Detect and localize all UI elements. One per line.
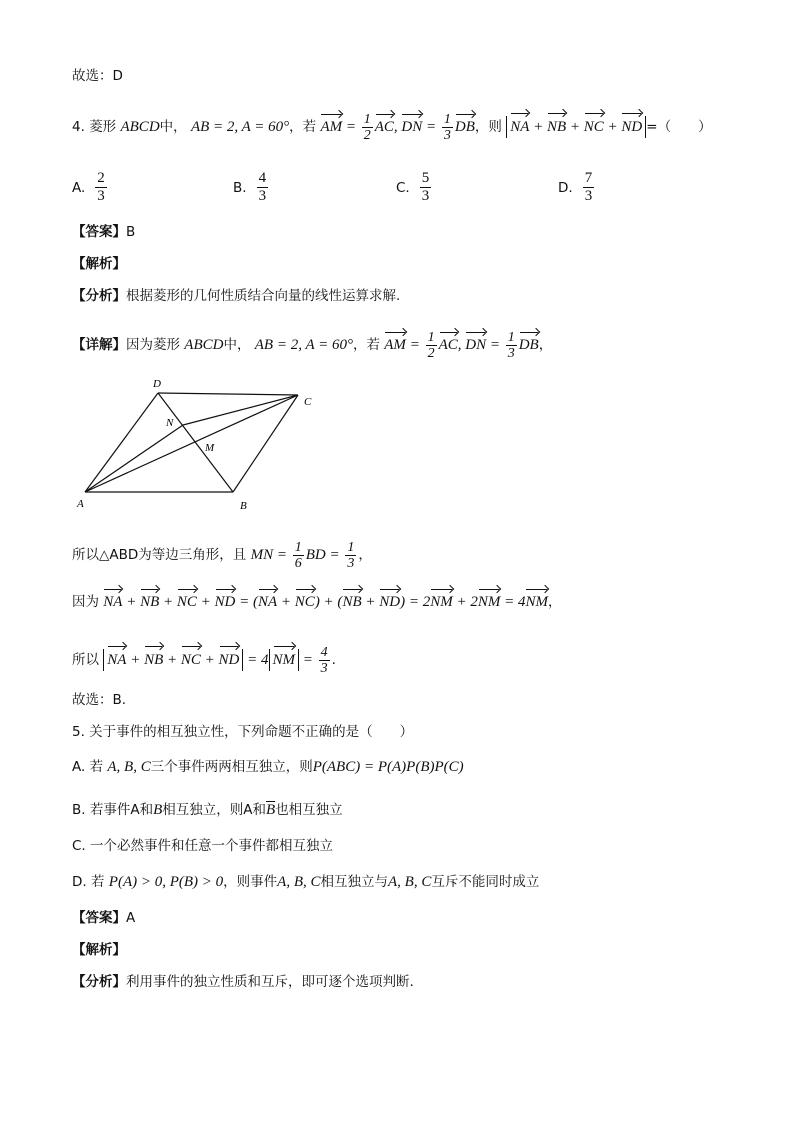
q4-option-c[interactable] (396, 170, 433, 205)
q4-option-d[interactable] (558, 170, 596, 205)
q5-fenxi (72, 972, 414, 992)
q4-answer (72, 222, 135, 242)
q5-option-a[interactable] (72, 757, 464, 777)
q4-triangle-line: 所以△ABD为等边三角形，且 MN = $\frac{1}{6}$ BD = $\frac{1}{3}$ ， (72, 540, 372, 571)
detail-text: 因为菱形 (126, 336, 180, 353)
detail-mid: 中， (223, 336, 251, 353)
q5-opt-d-cond: P(A) > 0, P(B) > 0 (108, 874, 224, 890)
q4-stem-prefix: 菱形 (89, 118, 117, 135)
fenxi-tag: 【分析】 (72, 974, 126, 990)
fenxi-text: 利用事件的独立性质和互斥，即可逐个选项判断. (126, 974, 414, 990)
q5-opt-d-events-2: A, B, C (388, 874, 432, 890)
q5-answer (72, 908, 135, 928)
edge-dc (158, 393, 298, 395)
option-label: D. (558, 179, 573, 196)
q4-paren: =（ ） (646, 118, 712, 135)
q5-opt-a-mid: 三个事件两两相互独立，则 (150, 759, 313, 775)
q5-opt-d-mid: ，则事件 (223, 874, 278, 890)
option-label: C. (396, 179, 410, 196)
q5-option-d[interactable] (72, 872, 539, 892)
answer-tag: 【答案】 (72, 910, 126, 926)
q4-vector-sum-abs: NA + NB + NC + ND (506, 116, 646, 138)
triangle-text: 所以△ABD为等边三角形，且 (72, 546, 247, 563)
q5-opt-a-label: A. 若 (72, 759, 104, 775)
magnitude-result: NA + NB + NC + ND = 4 NM = $\frac{4}{3}$ (103, 652, 331, 668)
q4-detail: 【详解】因为菱形 ABCD中， AB = 2, A = 60°，若 AM = $\frac{1}{2}$ AC, DN = $\frac{1}{3}$ DB， (72, 330, 553, 361)
label-c: C (304, 396, 312, 408)
q4-cond-word: ，若 (289, 118, 317, 135)
label-a: A (77, 498, 84, 510)
q5-opt-b-event: B (153, 802, 163, 818)
fenxi-text: 根据菱形的几何性质结合向量的线性运算求解. (126, 288, 401, 304)
q4-final: 故选：B. (72, 692, 127, 708)
detail-shape: ABCD (184, 336, 224, 353)
q4-fenxi (72, 286, 400, 306)
q5-opt-b-end: 也相互独立 (275, 802, 343, 818)
rhombus-figure (70, 375, 330, 515)
q4-then-word: ，则 (474, 118, 502, 135)
q4-condition: AM = $\frac{1}{2}$ AC, DN = $\frac{1}{3}$ DB (320, 112, 475, 143)
option-fraction: $\frac{2}{3}$ (97, 170, 105, 204)
answer-value: A (126, 910, 136, 926)
answer-tag: 【答案】 (72, 224, 126, 240)
q5-option-b[interactable] (72, 800, 343, 820)
option-fraction: $\frac{4}{3}$ (258, 170, 267, 204)
option-label: B. (233, 179, 247, 196)
q4-number: 4. (72, 118, 85, 135)
detail-cond: ，若 (352, 336, 380, 353)
q5-stem: 5. 关于事件的相互独立性，下列命题不正确的是（ ） (72, 724, 414, 740)
label-m: M (205, 442, 215, 454)
q4-given: AB = 2, A = 60° (190, 118, 290, 135)
q4-stem (72, 112, 712, 143)
q4-because-line: 因为 NA + NB + NC + ND = (NA + NC) + (NB + ND) = 2NM + 2NM = 4NM， (72, 594, 562, 610)
q5-analysis-tag (72, 940, 126, 960)
segment-an (85, 425, 183, 492)
label-b: B (240, 500, 247, 512)
detail-condition: AM = $\frac{1}{2}$ AC, DN = $\frac{1}{3}$ DB (384, 330, 539, 361)
analysis-tag: 【解析】 (72, 942, 126, 958)
answer-value: B (126, 224, 136, 240)
q5-opt-a-events: A, B, C (107, 759, 151, 775)
q4-option-b[interactable] (233, 170, 270, 205)
q5-opt-d-events: A, B, C (277, 874, 321, 890)
q4-stem-mid: 中， (159, 118, 187, 135)
q5-opt-b-label: B. 若事件A和 (72, 802, 154, 818)
q4-therefore-line: 所以 NA + NB + NC + ND = 4 NM = $\frac{4}{3}$ . (72, 645, 336, 676)
q3-final-answer: 故选：D (72, 68, 123, 84)
option-label: A. (72, 179, 86, 196)
q5-opt-a-formula: P(ABC) = P(A)P(B)P(C) (312, 759, 464, 775)
q4-shape: ABCD (120, 118, 160, 135)
q5-opt-b-complement: $\overline{B}$ (266, 802, 276, 818)
label-d: D (153, 378, 161, 390)
q5-opt-d-mid2: 相互独立与 (320, 874, 388, 890)
q5-option-c[interactable]: C. 一个必然事件和任意一个事件都相互独立 (72, 838, 334, 854)
because-word: 因为 (72, 594, 99, 610)
detail-given: AB = 2, A = 60° (254, 336, 353, 353)
q4-option-a[interactable] (72, 170, 109, 205)
diagonal-db (158, 393, 233, 492)
q4-analysis-tag (72, 254, 126, 274)
detail-tag: 【详解】 (72, 336, 126, 353)
q5-opt-d-end: 互斥不能同时成立 (431, 874, 540, 890)
edge-ad (85, 393, 158, 492)
q5-opt-d-label: D. 若 (72, 874, 105, 890)
option-fraction: $\frac{5}{3}$ (421, 170, 430, 204)
analysis-tag: 【解析】 (72, 256, 126, 272)
fenxi-tag: 【分析】 (72, 288, 126, 304)
q5-opt-b-mid: 相互独立，则A和 (162, 802, 267, 818)
therefore-word: 所以 (72, 651, 99, 668)
label-n: N (166, 417, 174, 429)
option-fraction: $\frac{7}{3}$ (584, 170, 593, 204)
vector-identity: NA + NB + NC + ND = (NA + NC) + (NB + ND) = 2NM + 2NM = 4NM (103, 594, 548, 610)
mn-eq: MN = $\frac{1}{6}$ BD = $\frac{1}{3}$ (250, 540, 355, 571)
